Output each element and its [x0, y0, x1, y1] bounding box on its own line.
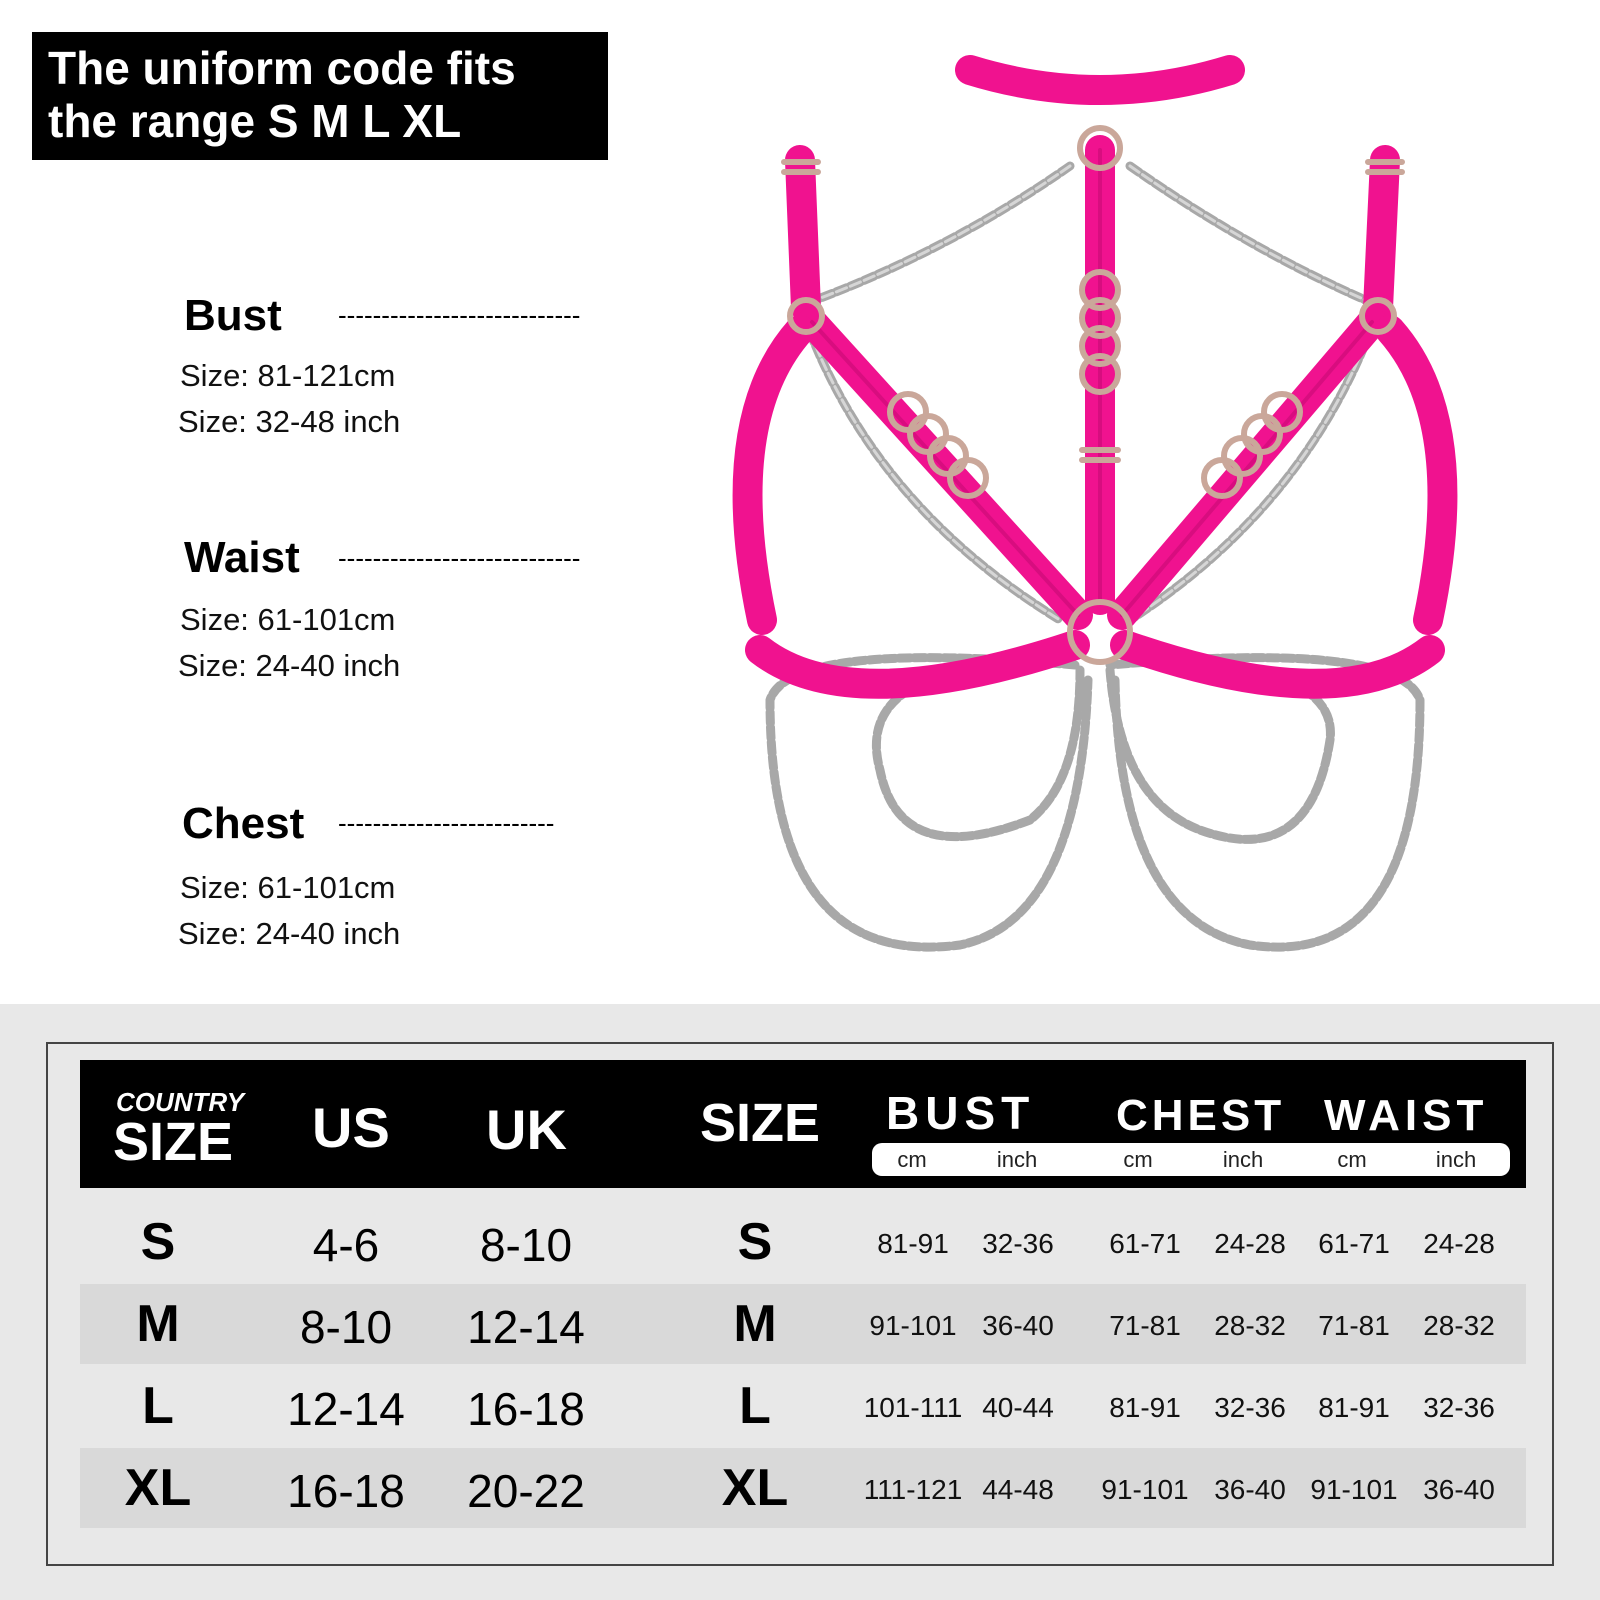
chest-size-cm: Size: 61-101cm: [180, 870, 396, 905]
chest-title: Chest: [182, 799, 305, 848]
table-row-m: [80, 1284, 1526, 1364]
chest-size-inch: Size: 24-40 inch: [178, 916, 401, 951]
cell-waist-cm: 61-71: [1318, 1228, 1390, 1259]
cell-bust-inch: 44-48: [982, 1474, 1054, 1505]
headline-banner: [32, 32, 608, 160]
waist-size-inch: Size: 24-40 inch: [178, 648, 401, 683]
header-size: SIZE: [700, 1093, 821, 1153]
header-uk: UK: [486, 1098, 567, 1161]
waist-dashes: ----------------------------: [338, 545, 581, 571]
cell-us: 4-6: [312, 1219, 380, 1271]
cell-uk: 16-18: [467, 1383, 585, 1435]
header-us: US: [312, 1096, 390, 1159]
bust-size-inch: Size: 32-48 inch: [178, 404, 401, 439]
header-country-size: SIZE: [113, 1112, 234, 1172]
cell-bust-cm: 101-111: [863, 1392, 963, 1423]
cell-chest-inch: 28-32: [1214, 1310, 1286, 1341]
cell-bust-inch: 32-36: [982, 1228, 1054, 1259]
header-chest: CHEST: [1116, 1091, 1286, 1140]
cell-chest-inch: 24-28: [1214, 1228, 1286, 1259]
cell-chest-inch: 32-36: [1214, 1392, 1286, 1423]
cell-size: L: [739, 1377, 771, 1435]
bust-dashes: ----------------------------: [338, 302, 581, 328]
cell-waist-inch: 24-28: [1423, 1228, 1495, 1259]
cell-bust-cm: 81-91: [877, 1228, 949, 1259]
cell-bust-inch: 40-44: [982, 1392, 1054, 1423]
cell-chest-cm: 81-91: [1109, 1392, 1181, 1423]
cell-size: M: [733, 1295, 777, 1353]
cell-chest-inch: 36-40: [1214, 1474, 1286, 1505]
chest-dashes: -------------------------: [338, 810, 555, 836]
cell-size: XL: [721, 1459, 789, 1517]
unit-waist-cm: cm: [1337, 1147, 1367, 1172]
unit-bar: [872, 1143, 1510, 1176]
cell-us: 16-18: [287, 1465, 405, 1517]
cell-country-size: L: [142, 1377, 174, 1435]
cell-us: 12-14: [287, 1383, 405, 1435]
header-waist: WAIST: [1324, 1091, 1489, 1140]
waist-size-cm: Size: 61-101cm: [180, 602, 396, 637]
body-harness-illustration: [730, 40, 1470, 980]
unit-chest-cm: cm: [1123, 1147, 1153, 1172]
cell-waist-cm: 81-91: [1318, 1392, 1390, 1423]
cell-chest-cm: 61-71: [1109, 1228, 1181, 1259]
unit-bust-cm: cm: [897, 1147, 927, 1172]
cell-waist-cm: 71-81: [1318, 1310, 1390, 1341]
waist-title: Waist: [184, 533, 300, 582]
cell-uk: 8-10: [479, 1219, 573, 1271]
cell-uk: 20-22: [467, 1465, 585, 1517]
cell-bust-cm: 91-101: [869, 1310, 957, 1341]
cell-country-size: XL: [124, 1459, 192, 1517]
cell-size: S: [737, 1213, 773, 1271]
unit-waist-inch: inch: [1435, 1147, 1477, 1172]
cell-country-size: M: [136, 1295, 180, 1353]
headline-line-1: The uniform code fits: [48, 42, 516, 94]
cell-chest-cm: 71-81: [1109, 1310, 1181, 1341]
cell-waist-inch: 28-32: [1423, 1310, 1495, 1341]
cell-us: 8-10: [299, 1301, 393, 1353]
cell-waist-inch: 36-40: [1423, 1474, 1495, 1505]
cell-waist-cm: 91-101: [1310, 1474, 1398, 1505]
strap-group: [748, 70, 1443, 684]
cell-country-size: S: [140, 1213, 176, 1271]
headline-line-2: the range S M L XL: [48, 95, 462, 147]
bust-size-cm: Size: 81-121cm: [180, 358, 396, 393]
cell-waist-inch: 32-36: [1423, 1392, 1495, 1423]
header-country: COUNTRY: [116, 1087, 245, 1117]
cell-bust-inch: 36-40: [982, 1310, 1054, 1341]
unit-bust-inch: inch: [996, 1147, 1038, 1172]
cell-bust-cm: 111-121: [863, 1474, 963, 1505]
unit-chest-inch: inch: [1222, 1147, 1264, 1172]
header-bust: BUST: [886, 1087, 1036, 1139]
bust-title: Bust: [184, 291, 282, 340]
cell-uk: 12-14: [467, 1301, 585, 1353]
table-row-s: [80, 1202, 1526, 1282]
cell-chest-cm: 91-101: [1101, 1474, 1189, 1505]
